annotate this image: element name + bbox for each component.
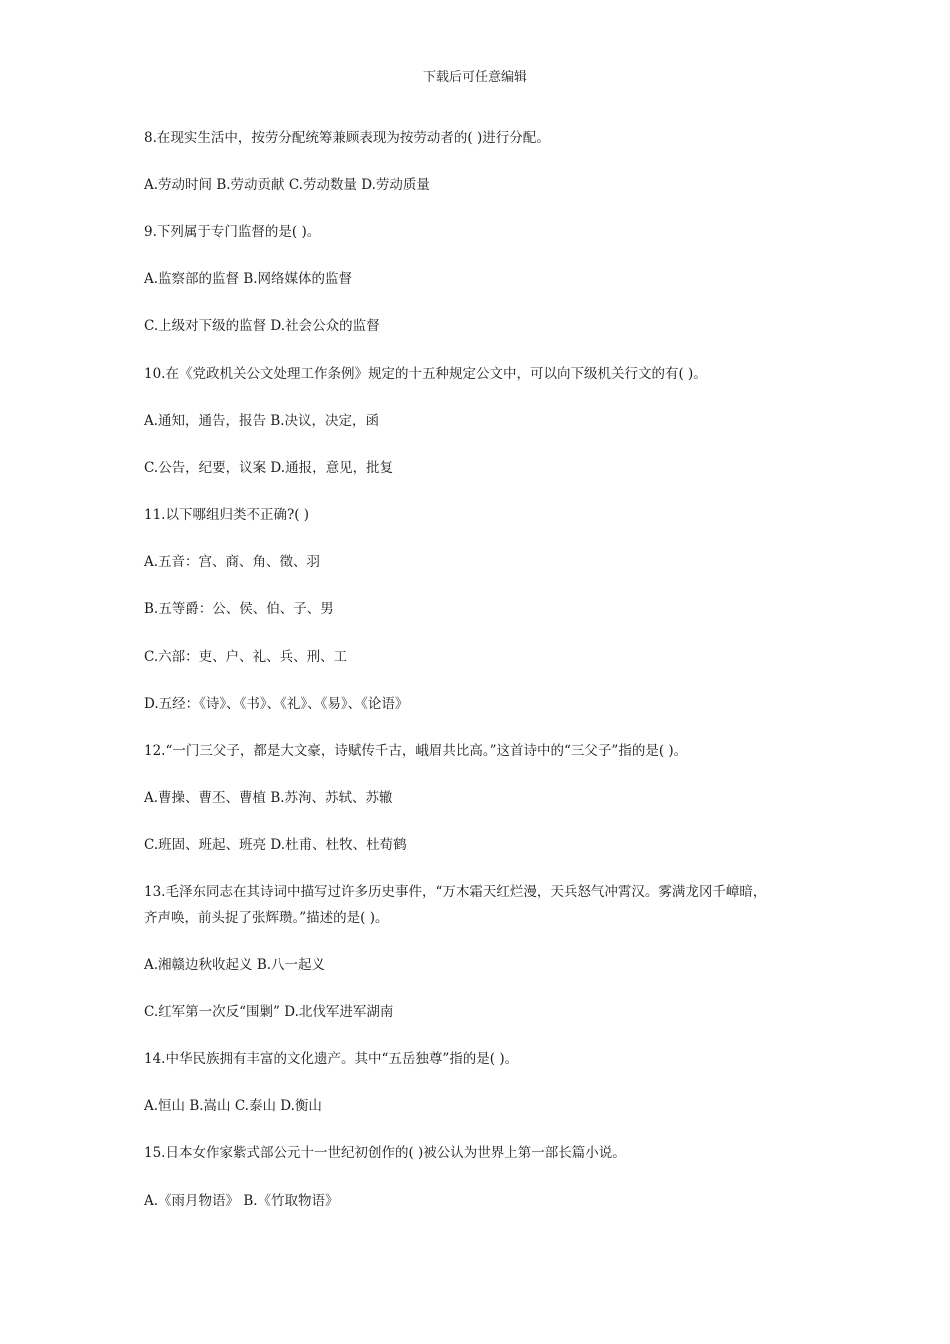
question-12: 12.“一门三父子，都是大文豪，诗赋传千古，峨眉共比高。”这首诗中的“三父子”指的是( )。 — [144, 743, 688, 759]
question-9-options-cd: C.上级对下级的监督 D.社会公众的监督 — [144, 318, 380, 334]
question-8-options: A.劳动时间 B.劳动贡献 C.劳动数量 D.劳动质量 — [144, 177, 430, 193]
question-15-options-ab: A.《雨月物语》 B.《竹取物语》 — [144, 1193, 339, 1209]
question-8: 8.在现实生活中，按劳分配统筹兼顾表现为按劳动者的( )进行分配。 — [144, 130, 550, 146]
question-10: 10.在《党政机关公文处理工作条例》规定的十五种规定公文中，可以向下级机关行文的有( )。 — [144, 366, 707, 382]
question-10-options-ab: A.通知，通告，报告 B.决议，决定，函 — [144, 413, 380, 429]
question-12-options-cd: C.班固、班起、班亮 D.杜甫、杜牧、杜荀鹤 — [144, 837, 407, 853]
question-13-line-1: 13.毛泽东同志在其诗词中描写过许多历史事件，“万木霜天红烂漫，天兵怒气冲霄汉。雾满龙冈千嶂暗， — [144, 884, 767, 900]
question-14: 14.中华民族拥有丰富的文化遗产。其中“五岳独尊”指的是( )。 — [144, 1051, 519, 1067]
question-11-option-c: C.六部：吏、户、礼、兵、刑、工 — [144, 649, 348, 665]
question-13-options-ab: A.湘赣边秋收起义 B.八一起义 — [144, 957, 326, 973]
question-14-options: A.恒山 B.嵩山 C.泰山 D.衡山 — [144, 1098, 322, 1114]
question-11: 11.以下哪组归类不正确?( ) — [144, 507, 310, 523]
question-15: 15.日本女作家紫式部公元十一世纪初创作的( )被公认为世界上第一部长篇小说。 — [144, 1145, 626, 1161]
question-13-line-2: 齐声唤，前头捉了张辉瓒。”描述的是( )。 — [144, 910, 389, 926]
question-9-options-ab: A.监察部的监督 B.网络媒体的监督 — [144, 271, 353, 287]
question-11-option-b: B.五等爵：公、侯、伯、子、男 — [144, 601, 334, 617]
question-13-options-cd: C.红军第一次反“围剿” D.北伐军进军湖南 — [144, 1004, 394, 1020]
page-header: 下载后可任意编辑 — [422, 70, 527, 85]
question-12-options-ab: A.曹操、曹丕、曹植 B.苏洵、苏轼、苏辙 — [144, 790, 393, 806]
question-11-option-d: D.五经：《诗》、《书》、《礼》、《易》、《论语》 — [144, 696, 409, 712]
question-11-option-a: A.五音：宫、商、角、徵、羽 — [144, 554, 321, 570]
question-10-options-cd: C.公告，纪要，议案 D.通报，意见，批复 — [144, 460, 394, 476]
question-9: 9.下列属于专门监督的是( )。 — [144, 224, 321, 240]
